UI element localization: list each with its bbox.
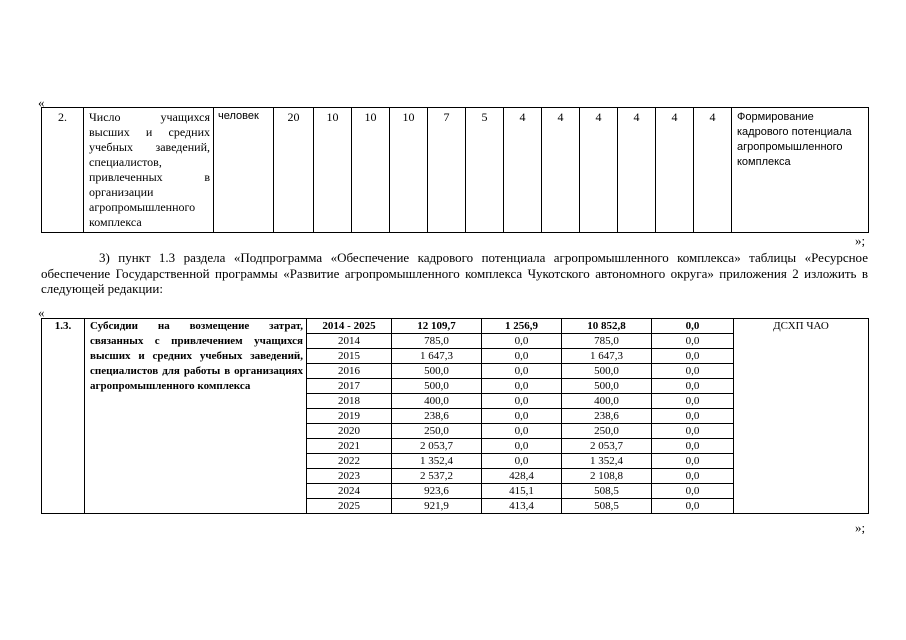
amount-cell: 0,0 [652, 349, 734, 364]
amount-cell: 0,0 [482, 409, 562, 424]
period-cell: 2017 [307, 379, 392, 394]
amount-cell: 0,0 [482, 394, 562, 409]
resource-table [41, 318, 869, 514]
amount-cell: 785,0 [562, 334, 652, 349]
amount-cell: 500,0 [562, 379, 652, 394]
executor-cell: ДСХП ЧАО [734, 319, 869, 514]
value-cell: 4 [656, 108, 694, 233]
amount-cell: 1 647,3 [392, 349, 482, 364]
period-cell: 2025 [307, 499, 392, 514]
amount-cell: 250,0 [562, 424, 652, 439]
period-cell: 2024 [307, 484, 392, 499]
amount-cell: 0,0 [482, 379, 562, 394]
amount-cell: 0,0 [652, 439, 734, 454]
indicator-table [41, 107, 869, 233]
close-quote-2: »; [855, 520, 866, 535]
period-cell: 2020 [307, 424, 392, 439]
indicator-name: Число учащихся высших и средних учебных заведений, специалистов, привлеченных в организации агропромышленного комплекса [84, 108, 214, 233]
amount-cell: 2 053,7 [562, 439, 652, 454]
period-cell: 2014 - 2025 [307, 319, 392, 334]
row-number: 2. [42, 108, 84, 233]
value-cell: 20 [274, 108, 314, 233]
period-cell: 2018 [307, 394, 392, 409]
amount-cell: 0,0 [652, 469, 734, 484]
value-cell: 4 [580, 108, 618, 233]
period-cell: 2021 [307, 439, 392, 454]
amount-cell: 0,0 [482, 439, 562, 454]
amount-cell: 0,0 [482, 334, 562, 349]
period-cell: 2014 [307, 334, 392, 349]
period-cell: 2015 [307, 349, 392, 364]
amount-cell: 0,0 [652, 454, 734, 469]
amount-cell: 10 852,8 [562, 319, 652, 334]
row-number: 1.3. [42, 319, 85, 514]
amount-cell: 415,1 [482, 484, 562, 499]
amount-cell: 500,0 [562, 364, 652, 379]
amount-cell: 238,6 [392, 409, 482, 424]
period-cell: 2016 [307, 364, 392, 379]
amount-cell: 2 108,8 [562, 469, 652, 484]
amount-cell: 0,0 [652, 319, 734, 334]
open-quote-2: « [38, 305, 45, 320]
amount-cell: 0,0 [652, 334, 734, 349]
amount-cell: 238,6 [562, 409, 652, 424]
amount-cell: 0,0 [652, 409, 734, 424]
measure-name: Субсидии на возмещение затрат, связанных с привлечением учащихся высших и средних учебных заведений, специалистов для работы в организациях агропромышленного комплекса [85, 319, 307, 514]
value-cell: 4 [694, 108, 732, 233]
amount-cell: 923,6 [392, 484, 482, 499]
amendment-paragraph: 3) пункт 1.3 раздела «Подпрограмма «Обеспечение кадрового потенциала агропромышленного комплекса» таблицы «Ресурсное обеспечение Государственной программы «Развитие агропромышленного комплекса Чукотского автономного округа» приложения 2 изложить в следующей редакции: [41, 250, 868, 296]
period-cell: 2022 [307, 454, 392, 469]
amount-cell: 0,0 [482, 454, 562, 469]
value-cell: 4 [504, 108, 542, 233]
amount-cell: 500,0 [392, 379, 482, 394]
amount-cell: 508,5 [562, 484, 652, 499]
amount-cell: 250,0 [392, 424, 482, 439]
amount-cell: 785,0 [392, 334, 482, 349]
amount-cell: 2 537,2 [392, 469, 482, 484]
open-quote-1: « [38, 95, 45, 110]
close-quote-1: »; [855, 233, 866, 248]
amount-cell: 428,4 [482, 469, 562, 484]
amount-cell: 2 053,7 [392, 439, 482, 454]
amount-cell: 921,9 [392, 499, 482, 514]
period-cell: 2023 [307, 469, 392, 484]
amount-cell: 0,0 [652, 379, 734, 394]
value-cell: 4 [618, 108, 656, 233]
amount-cell: 0,0 [652, 424, 734, 439]
goal-cell: Формирование кадрового потенциала агропромышленного комплекса [732, 108, 869, 233]
amount-cell: 0,0 [482, 424, 562, 439]
table-row [42, 319, 869, 334]
amount-cell: 0,0 [652, 364, 734, 379]
value-cell: 10 [352, 108, 390, 233]
value-cell: 10 [390, 108, 428, 233]
amount-cell: 12 109,7 [392, 319, 482, 334]
value-cell: 5 [466, 108, 504, 233]
amount-cell: 1 647,3 [562, 349, 652, 364]
amount-cell: 1 256,9 [482, 319, 562, 334]
period-cell: 2019 [307, 409, 392, 424]
amount-cell: 0,0 [652, 394, 734, 409]
amount-cell: 0,0 [482, 364, 562, 379]
value-cell: 4 [542, 108, 580, 233]
amount-cell: 400,0 [562, 394, 652, 409]
amount-cell: 508,5 [562, 499, 652, 514]
amount-cell: 0,0 [652, 484, 734, 499]
value-cell: 7 [428, 108, 466, 233]
amount-cell: 500,0 [392, 364, 482, 379]
value-cell: 10 [314, 108, 352, 233]
amount-cell: 0,0 [482, 349, 562, 364]
unit-cell: человек [214, 108, 274, 233]
amount-cell: 1 352,4 [562, 454, 652, 469]
amount-cell: 400,0 [392, 394, 482, 409]
table-row [42, 108, 869, 233]
amount-cell: 1 352,4 [392, 454, 482, 469]
amount-cell: 0,0 [652, 499, 734, 514]
amount-cell: 413,4 [482, 499, 562, 514]
